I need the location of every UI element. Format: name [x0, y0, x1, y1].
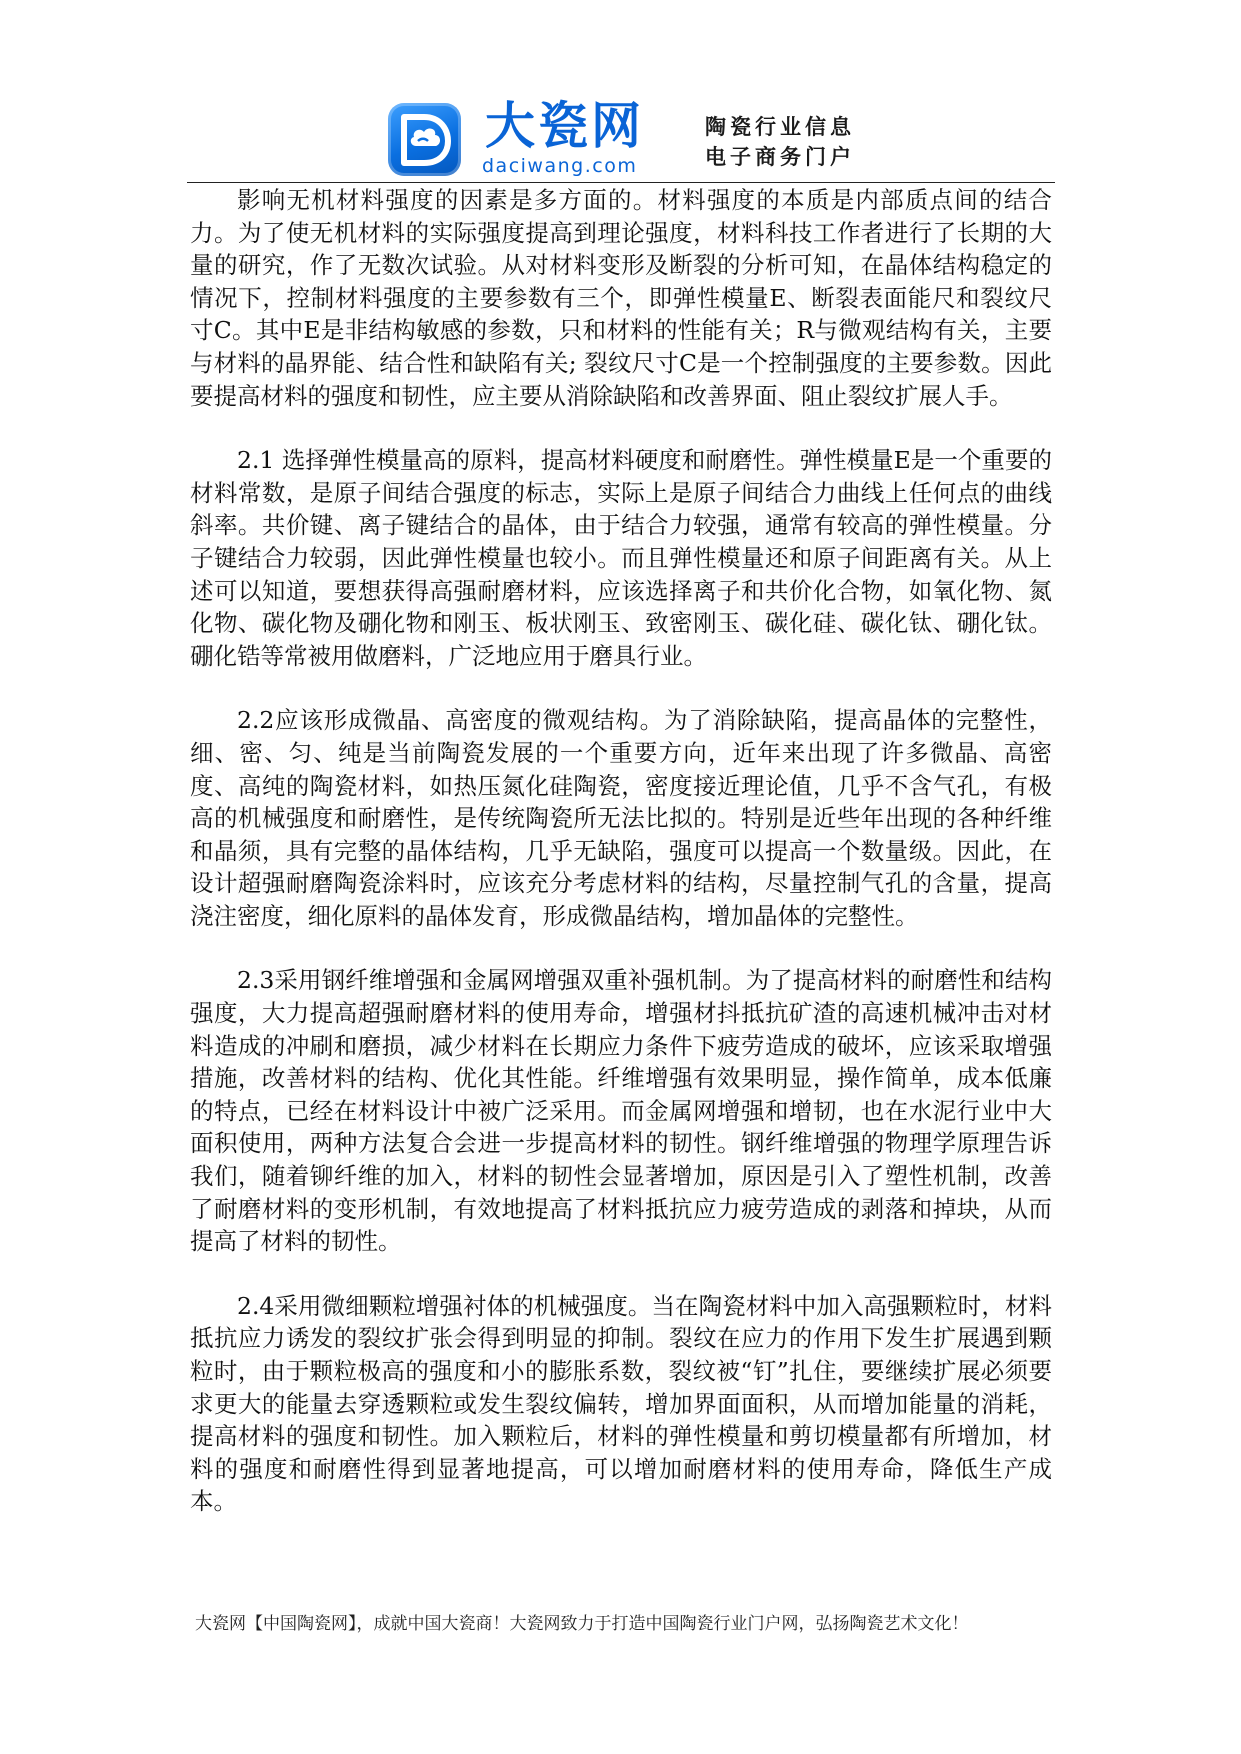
page-header — [0, 0, 1241, 182]
page-footer: 大瓷网【中国陶瓷网】，成就中国大瓷商！大瓷网致力于打造中国陶瓷行业门户网，弘扬陶瓷艺术文化！ — [195, 1614, 969, 1634]
paragraph-2-1: 2.1 选择弹性模量高的原料，提高材料硬度和耐磨性。弹性模量E是一个重要的材料常数，是原子间结合强度的标志，实际上是原子间结合力曲线上任何点的曲线斜率。共价键、离子键结合的晶体，由于结合力较强，通常有较高的弹性模量。分子键结合力较弱，因此弹性模量也较小。而且弹性模量还和原子间距离有关。从上述可以知道，要想获得高强耐磨材料，应该选择离子和共价化合物，如氧化物、氮化物、碳化物及硼化物和刚玉、板状刚玉、致密刚玉、碳化硅、碳化钛、硼化钛。硼化锆等常被用做磨料，广泛地应用于磨具行业。 — [190, 446, 1052, 670]
paragraph-2-3: 2.3采用钢纤维增强和金属网增强双重补强机制。为了提高材料的耐磨性和结构强度，大力提高超强耐磨材料的使用寿命，增强材抖抵抗矿渣的高速机械冲击对材料造成的冲刷和磨损，减少材料在长期应力条件下疲劳造成的破坏，应该采取增强措施，改善材料的结构、优化其性能。纤维增强有效果明显，操作简单，成本低廉的特点，已经在材料设计中被广泛采用。而金属网增强和增韧，也在水泥行业中大面积使用，两种方法复合会进一步提高材料的韧性。钢纤维增强的物理学原理告诉我们，随着铆纤维的加入，材料的韧性会显著增加，原因是引入了塑性机制，改善了耐磨材料的变形机制，有效地提高了材料抵抗应力疲劳造成的剥落和掉块，从而提高了材料的韧性。 — [190, 966, 1052, 1256]
dc-cloud-logo-icon — [388, 103, 461, 176]
header-divider — [187, 182, 1055, 183]
paragraph-spacer — [190, 672, 1052, 704]
article-body — [190, 184, 1052, 1518]
brand-name: 大瓷网 — [485, 97, 644, 155]
paragraph-spacer — [190, 932, 1052, 964]
slogan-line-1: 陶瓷行业信息 — [705, 115, 855, 139]
brand-domain: daciwang.com — [482, 155, 638, 177]
paragraph-2-2: 2.2应该形成微晶、高密度的微观结构。为了消除缺陷，提高晶体的完整性，细、密、匀、纯是当前陶瓷发展的一个重要方向，近年来出现了许多微晶、高密度、高纯的陶瓷材料，如热压氮化硅陶瓷，密度接近理论值，几乎不含气孔，有极高的机械强度和耐磨性，是传统陶瓷所无法比拟的。特别是近些年出现的各种纤维和晶须，具有完整的晶体结构，几乎无缺陷，强度可以提高一个数量级。因此，在设计超强耐磨陶瓷涂料时，应该充分考虑材料的结构，尽量控制气孔的含量，提高浇注密度，细化原料的晶体发育，形成微晶结构，增加晶体的完整性。 — [190, 706, 1052, 930]
paragraph-spacer — [190, 1258, 1052, 1290]
paragraph-spacer — [190, 412, 1052, 444]
slogan-line-2: 电子商务门户 — [705, 145, 855, 169]
brand-slogan — [705, 112, 855, 172]
paragraph-intro: 影响无机材料强度的因素是多方面的。材料强度的本质是内部质点间的结合力。为了使无机材料的实际强度提高到理论强度，材料科技工作者进行了长期的大量的研究，作了无数次试验。从对材料变形及断裂的分析可知，在晶体结构稳定的情况下，控制材料强度的主要参数有三个，即弹性模量E、断裂表面能尺和裂纹尺寸C。其中E是非结构敏感的参数，只和材料的性能有关；R与微观结构有关，主要与材料的晶界能、结合性和缺陷有关; 裂纹尺寸C是一个控制强度的主要参数。因此要提高材料的强度和韧性，应主要从消除缺陷和改善界面、阻止裂纹扩展人手。 — [190, 186, 1052, 410]
paragraph-2-4: 2.4采用微细颗粒增强衬体的机械强度。当在陶瓷材料中加入高强颗粒时，材料抵抗应力诱发的裂纹扩张会得到明显的抑制。裂纹在应力的作用下发生扩展遇到颗粒时，由于颗粒极高的强度和小的膨胀系数，裂纹被“钉”扎住，要继续扩展必须要求更大的能量去穿透颗粒或发生裂纹偏转，增加界面面积，从而增加能量的消耗，提高材料的强度和韧性。加入颗粒后，材料的弹性模量和剪切模量都有所增加，材料的强度和耐磨性得到显著地提高，可以增加耐磨材料的使用寿命，降低生产成本。 — [190, 1291, 1052, 1516]
